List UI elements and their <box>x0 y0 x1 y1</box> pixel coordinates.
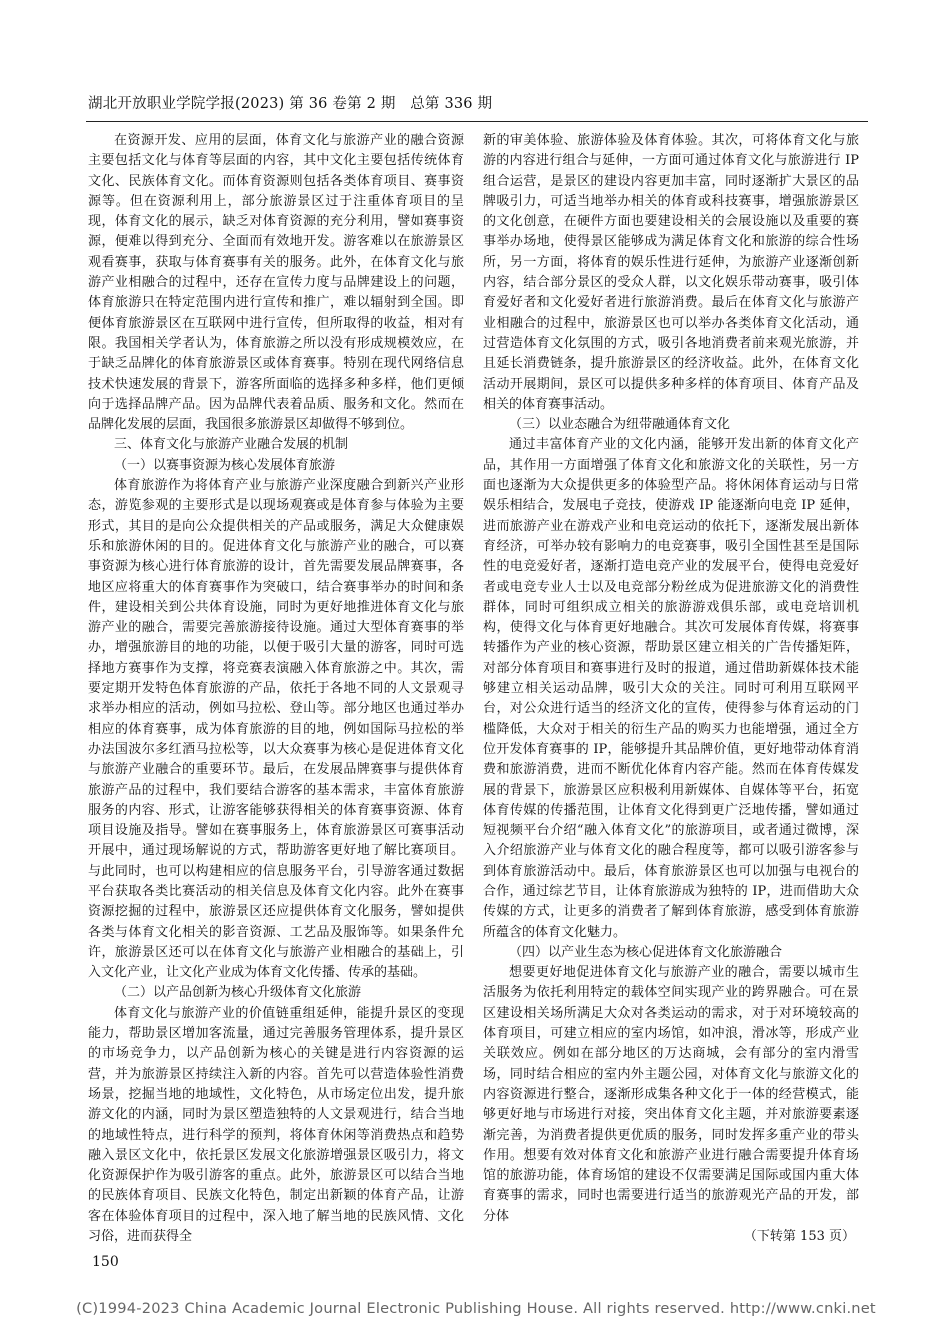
running-header: 湖北开放职业学院学报(2023) 第 36 卷第 2 期 总第 336 期 <box>88 96 493 112</box>
paragraph-continuation: 新的审美体验、旅游体验及体育体验。其次，可将体育文化与旅游的内容进行组合与延伸，一方面可通过体育文化与旅游进行 IP 组合运营，是景区的建设内容更加丰富，同时逐渐扩大景区的品牌吸引力，可适当地举办相关的体育或科技赛事，增强旅游景区的文化创意，在硬件方面也要建设相关的会展设施以及重要的赛事举办场地，使得景区能够成为满足体育文化和旅游的综合性场所，另一方面，将体育的娱乐性进行延伸，为旅游产业逐渐创新内容，结合部分景区的受众人群，以文化娱乐带动赛事，吸引体育爱好者和文化爱好者进行旅游消费。最后在体育文化与旅游产业相融合的过程中，旅游景区也可以举办各类体育文化活动，通过营造体育文化氛围的方式，吸引各地消费者前来观光旅游，并且延长消费链条，提升旅游景区的经济收益。此外，在体育文化活动开展期间，景区可以提供多种多样的体育项目、体育产品及相关的体育赛事活动。 <box>483 133 859 412</box>
subsection-heading: （四）以产业生态为核心促进体育文化旅游融合 <box>509 944 783 960</box>
subsection-heading: （一）以赛事资源为核心发展体育旅游 <box>114 457 336 473</box>
paragraph: 想要更好地促进体育文化与旅游产业的融合，需要以城市生活服务为依托利用特定的载体空间实现产业的跨界融合。可在景区建设相关场所满足大众对各类运动的需求，对于对环境较高的体育项目，可建立相应的室内场馆，如冲浪，滑冰等，形成产业关联效应。例如在部分地区的万达商城，会有部分的室内滑雪场，同时结合相应的室内外主题公园，对体育文化与旅游文化的内容资源进行整合，逐渐形成集各种文化于一体的经营模式，能够更好地与市场进行对接，突出体育文化主题，并对旅游要素逐渐完善，为消费者提供更优质的服务，同时发挥多重产业的带头作用。想要有效对体育文化和旅游产业进行融合需要提升体育场馆的旅游功能，体育场馆的建设不仅需要满足国际或国内重大体育赛事的需求，同时也需要进行适当的旅游观光产品的开发，部分体 <box>483 965 859 1224</box>
subsection-heading: （二）以产品创新为核心升级体育文化旅游 <box>114 985 362 1001</box>
page-number: 150 <box>92 1254 119 1270</box>
continued-on-note: （下转第 153 页） <box>743 1229 855 1245</box>
subsection-heading: （三）以业态融合为纽带融通体育文化 <box>509 417 731 433</box>
section-heading: 三、体育文化与旅游产业融合发展的机制 <box>114 437 349 453</box>
paragraph: 在资源开发、应用的层面，体育文化与旅游产业的融合资源主要包括文化与体育等层面的内容，其中文化主要包括传统体育文化、民族体育文化。而体育资源则包括各类体育项目、赛事资源等。但在资源利用上，部分旅游景区过于注重体育项目的呈现，体育文化的展示，缺乏对体育资源的充分利用，譬如赛事资源，便难以得到充分、全面而有效地开发。游客难以在旅游景区观看赛事，获取与体育赛事有关的服务。此外，在体育文化与旅游产业相融合的过程中，还存在宣传力度与品牌建设上的问题，体育旅游只在特定范围内进行宣传和推广，难以辐射到全国。即便体育旅游景区在互联网中进行宣传，但所取得的收益，相对有限。我国相关学者认为，体育旅游之所以没有形成规模效应，在于缺乏品牌化的体育旅游景区或体育赛事。特别在现代网络信息技术快速发展的背景下，游客所面临的选择多种多样，他们更倾向于选择品牌产品。因为品牌代表着品质、服务和文化。然而在品牌化发展的层面，我国很多旅游景区却做得不够到位。 <box>88 133 464 433</box>
header-rule <box>86 121 868 122</box>
paragraph: 通过丰富体育产业的文化内涵，能够开发出新的体育文化产品，其作用一方面增强了体育文化和旅游文化的关联性，另一方面也逐渐为大众提供更多的体验型产品。将休闲体育运动与日常娱乐相结合，发展电子竞技，使游戏 IP 能逐渐向电竞 IP 延伸，进而旅游产业在游戏产业和电竞运动的依托下，逐渐发展出新体育经济，可举办较有影响力的电竞赛事，吸引全国性甚至是国际性的电竞爱好者，逐渐打造电竞产业的发展平台，使得电竞爱好者或电竞专业人士以及电竞部分粉丝成为促进旅游文化的消费性群体，同时可组织成立相关的旅游游戏俱乐部，或电竞培训机构，使得文化与体育更好地融合。其次可发展体育传媒，将赛事转播作为产业的核心资源，帮助景区建立相关的广告传播矩阵，对部分体育项目和赛事进行及时的报道，通过借助新媒体技术能够建立相关运动品牌，吸引大众的关注。同时可利用互联网平台，对公众进行适当的经济文化的宣传，使得参与体育运动的门槛降低，大众对于相关的衍生产品的购买力也能增强，通过全方位开发体育赛事的 IP，能够提升其品牌价值，更好地带动体育消费和旅游消费，进而不断优化体育内容产能。然而在体育传媒发展的背景下，旅游景区应积极利用新媒体、自媒体等平台，拓宽体育传媒的传播范围，让体育文化得到更广泛地传播，譬如通过短视频平台介绍“融入体育文化”的旅游项目，或者通过微博，深入介绍旅游产业与体育文化的融合程度等，都可以吸引游客参与到体育旅游活动中。最后，体育旅游景区也可以加强与电视台的合作，通过综艺节目，让体育旅游成为独特的 IP，进而借助大众传媒的方式，让更多的消费者了解到体育旅游，感受到体育旅游所蕴含的体育文化魅力。 <box>483 437 859 940</box>
paragraph: 体育文化与旅游产业的价值链重组延伸，能提升景区的变现能力，帮助景区增加客流量，通过完善服务管理体系，提升景区的市场竞争力，以产品创新为核心的关键是进行内容资源的运营，并为旅游景区持续注入新的内容。首先可以营造体验性消费场景，挖掘当地的地域性，文化特色，从市场定位出发，提升旅游文化的内涵，同时为景区塑造独特的人文景观进行，结合当地的地域性特点，进行科学的预判，将体育休闲等消费热点和趋势融入景区文化中，依托景区发展文化旅游增强景区吸引力，将文化资源保护作为吸引游客的重点。此外，旅游景区可以结合当地的民族体育项目、民族文化特色，制定出新颖的体育产品，让游客在体验体育项目的过程中，深入地了解当地的民族风情、文化习俗，进而获得全 <box>88 1005 464 1245</box>
right-text-column <box>483 131 859 1247</box>
paragraph: 体育旅游作为将体育产业与旅游产业深度融合到新兴产业形态，游览参观的主要形式是以现场观赛或是体育参与体验为主要形式，其目的是向公众提供相关的产品或服务，满足大众健康娱乐和旅游休闲的目的。促进体育文化与旅游产业的融合，可以赛事资源为核心进行体育旅游的设计，首先需要发展品牌赛事，各地区应将重大的体育赛事作为突破口，结合赛事举办的时间和条件，建设相关到公共体育设施，同时为更好地推进体育文化与旅游产业的融合，需要完善旅游接待设施。通过大型体育赛事的举办，增强旅游目的地的功能，以便于吸引大量的游客，同时可选择地方赛事作为支撑，将竞赛表演融入体育旅游之中。其次，需要定期开发特色体育旅游的产品，依托于各地不同的人文景观寻求举办相应的活动，例如马拉松、登山等。部分地区也通过举办相应的体育赛事，成为体育旅游的目的地，例如国际马拉松的举办法国波尔多红酒马拉松等，以大众赛事为核心是促进体育文化与旅游产业融合的重要环节。最后，在发展品牌赛事与提供体育旅游产品的过程中，我们要结合游客的基本需求，丰富体育旅游服务的内容、形式，让游客能够获得相关的体育赛事资源、体育项目设施及指导。譬如在赛事服务上，体育旅游景区可赛事活动开展中，通过现场解说的方式，帮助游客更好地了解比赛项目。与此同时，也可以构建相应的信息服务平台，引导游客通过数据平台获取各类比赛活动的相关信息及体育文化内容。此外在赛事资源挖掘的过程中，旅游景区还应提供体育文化服务，譬如提供各类与体育文化相关的影音资源、工艺品及服饰等。如果条件允许，旅游景区还可以在体育文化与旅游产业相融合的基础上，引入文化产业，让文化产业成为体育文化传播、传承的基础。 <box>88 478 464 981</box>
left-text-column <box>88 131 464 1247</box>
copyright-footer: (C)1994-2023 China Academic Journal Electronic Publishing House. All rights reserved. http://www.cnki.net <box>76 1300 876 1317</box>
